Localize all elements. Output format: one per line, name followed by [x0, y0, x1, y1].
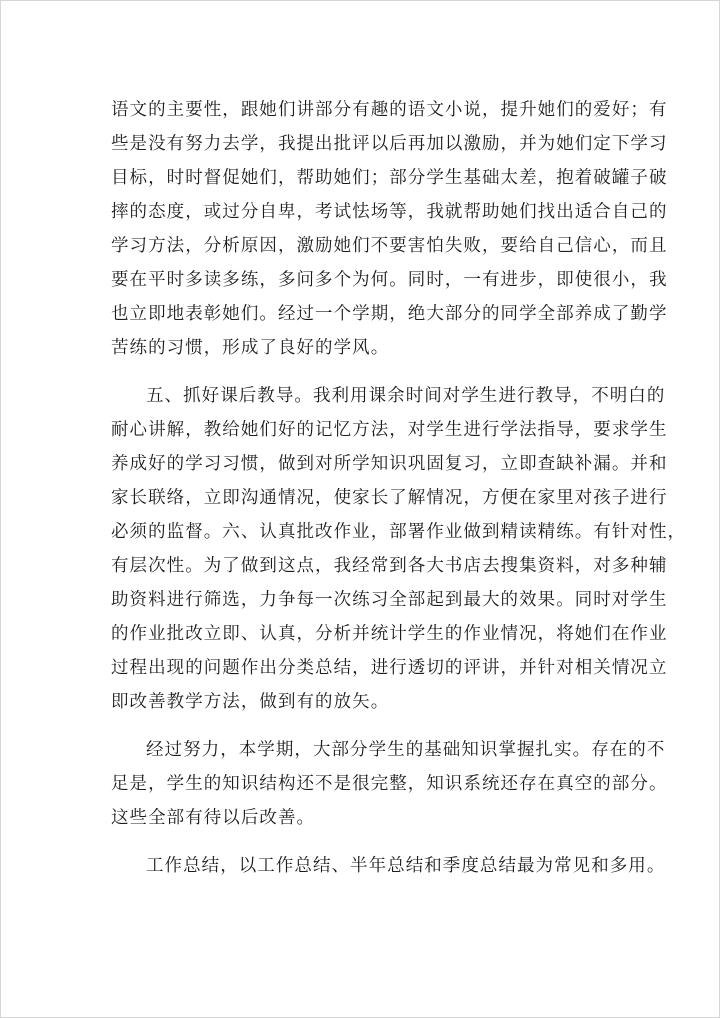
text-line: 即改善教学方法，做到有的放矢。: [111, 692, 390, 712]
paragraph-1: [111, 93, 668, 365]
text-line: 学习方法，分析原因，激励她们不要害怕失败，要给自己信心，而且: [111, 236, 668, 256]
paragraph-4: [111, 849, 666, 883]
text-line: 语文的主要性，跟她们讲部分有趣的语文小说，提升她们的爱好；有: [111, 100, 668, 120]
text-line: 些是没有努力去学，我提出批评以后再加以激励，并为她们定下学习: [111, 134, 668, 154]
text-line: 这些全部有待以后改善。: [111, 808, 316, 828]
text-line: 养成好的学习习惯，做到对所学知识巩固复习，立即查缺补漏。并和: [111, 454, 668, 474]
text-line: 要在平时多读多练，多问多个为何。同时，一有进步，即使很小，我: [111, 270, 668, 290]
text-line: 五、抓好课后教导。我利用课余时间对学生进行教导，不明白的: [146, 386, 666, 406]
text-line: 经过努力，本学期，大部分学生的基础知识掌握扎实。存在的不: [146, 740, 666, 760]
text-line: 工作总结，以工作总结、半年总结和季度总结最为常见和多用。: [146, 856, 666, 876]
text-line: 目标，时时督促她们，帮助她们；部分学生基础太差，抱着破罐子破: [111, 168, 668, 188]
text-line: 助资料进行筛选，力争每一次练习全部起到最大的效果。同时对学生: [111, 590, 668, 610]
text-line: 也立即地表彰她们。经过一个学期，绝大部分的同学全部养成了勤学: [111, 304, 668, 324]
text-line: 的作业批改立即、认真，分析并统计学生的作业情况，将她们在作业: [111, 624, 668, 644]
text-line: 足是，学生的知识结构还不是很完整，知识系统还存在真空的部分。: [111, 774, 668, 794]
text-line: 苦练的习惯，形成了良好的学风。: [111, 338, 390, 358]
paragraph-3: [111, 733, 668, 835]
text-line: 摔的态度，或过分自卑，考试怯场等，我就帮助她们找出适合自己的: [111, 202, 668, 222]
text-line: 耐心讲解，教给她们好的记忆方法，对学生进行学法指导，要求学生: [111, 420, 668, 440]
paragraph-2: [111, 379, 687, 719]
document-body: [111, 93, 687, 897]
text-line: 有层次性。为了做到这点，我经常到各大书店去搜集资料，对多种辅: [111, 556, 668, 576]
text-line: 家长联络，立即沟通情况，使家长了解情况，方便在家里对孩子进行: [111, 488, 668, 508]
text-line: 必须的监督。六、认真批改作业，部署作业做到精读精练。有针对性，: [111, 522, 687, 542]
text-line: 过程出现的问题作出分类总结，进行透切的评讲，并针对相关情况立: [111, 658, 668, 678]
